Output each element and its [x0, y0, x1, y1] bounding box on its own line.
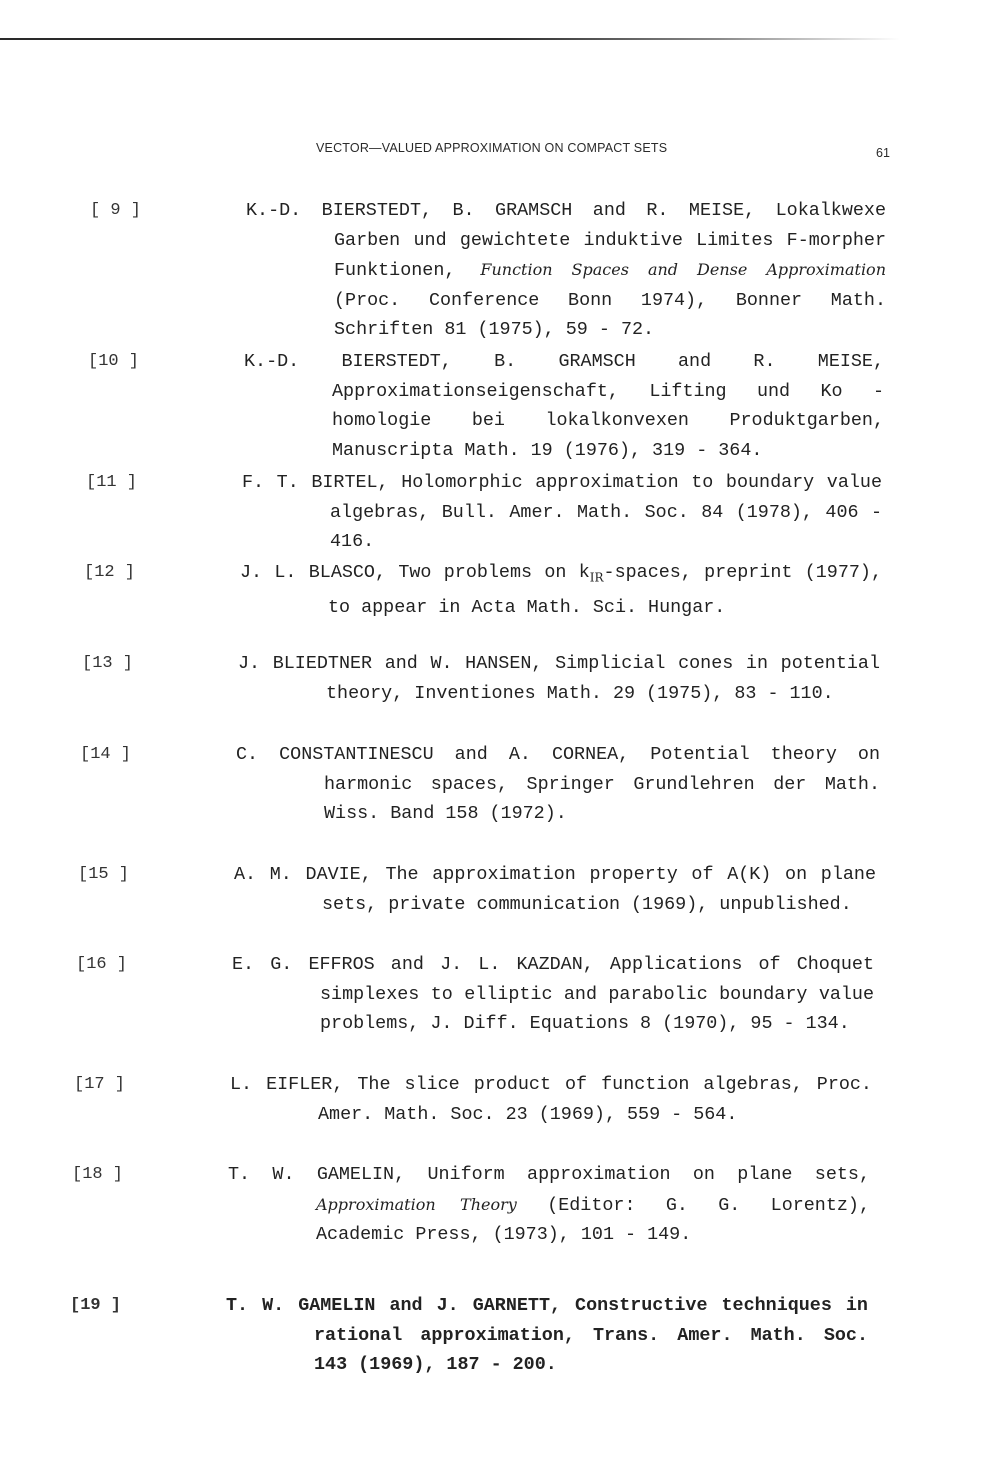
reference-label: [13 ] — [82, 654, 134, 673]
reference-label: [14 ] — [80, 745, 132, 764]
top-rule — [0, 38, 900, 40]
reference-body — [230, 1070, 872, 1129]
reference-label: [17 ] — [74, 1075, 126, 1094]
page-number: 61 — [876, 146, 890, 160]
reference-text: Potential theory on harmonic spaces, Springer Grundlehren der Math. Wiss. Band 158 (1972). — [324, 744, 880, 825]
reference-authors: E. G. EFFROS and J. L. KAZDAN, — [232, 954, 594, 975]
reference-authors: F. T. BIRTEL, — [242, 472, 389, 493]
reference-text: Lokalkwexe Garben und gewichtete induktive Limites F-morpher Funktionen, — [334, 200, 886, 282]
reference-authors: L. EIFLER, — [230, 1074, 344, 1095]
reference-label: [11 ] — [86, 473, 138, 492]
reference-authors: J. BLIEDTNER and W. HANSEN, — [238, 653, 543, 674]
reference-11 — [86, 468, 882, 557]
reference-text: The approximation property of A(K) on plane sets, private communication (1969), unpublished. — [322, 864, 876, 915]
reference-body — [238, 649, 880, 708]
reference-body — [226, 1291, 868, 1380]
reference-body — [242, 468, 882, 557]
reference-label: [15 ] — [78, 865, 130, 884]
reference-text: Approximationseigenschaft, Lifting und Ko - homologie bei lokalkonvexen Produktgarben, Manuscripta Math. 19 (1976), 319 - 364. — [332, 380, 884, 461]
reference-body — [240, 558, 882, 623]
reference-body — [232, 950, 874, 1039]
reference-text: Constructive techniques in rational approximation, Trans. Amer. Math. Soc. 143 (1969), 187 - 200. — [314, 1295, 868, 1376]
reference-text: Uniform approximation on plane sets, — [427, 1164, 870, 1185]
reference-label: [16 ] — [76, 955, 128, 974]
reference-label: [12 ] — [84, 563, 136, 582]
reference-19 — [70, 1291, 868, 1380]
reference-label: [19 ] — [70, 1296, 122, 1315]
reference-title: Function Spaces and Dense Approximation — [480, 260, 886, 280]
reference-9 — [90, 196, 886, 345]
reference-label: [18 ] — [72, 1165, 124, 1184]
reference-authors: T. W. GAMELIN and J. GARNETT, — [226, 1295, 562, 1316]
running-head: VECTOR—VALUED APPROXIMATION ON COMPACT SETS — [316, 141, 668, 155]
reference-text: Two problems on k — [398, 562, 590, 583]
reference-body — [246, 196, 886, 345]
reference-authors: J. L. BLASCO, — [240, 562, 387, 583]
reference-text: Applications of Choquet simplexes to elliptic and parabolic boundary value problems, J. Diff. Equations 8 (1970), 95 - 134. — [320, 954, 874, 1035]
reference-text: -spaces, preprint (1977), to appear in Acta Math. Sci. Hungar. — [328, 562, 882, 619]
reference-15 — [78, 860, 876, 919]
reference-18 — [72, 1160, 870, 1250]
reference-body — [244, 347, 884, 465]
reference-subscript: IR — [589, 570, 604, 585]
reference-12 — [84, 558, 882, 623]
reference-title: Approximation Theory — [316, 1194, 517, 1214]
reference-text: (Editor: G. G. Lorentz), Academic Press, (1973), 101 - 149. — [316, 1194, 870, 1246]
reference-authors: T. W. GAMELIN, — [228, 1164, 406, 1185]
reference-label: [10 ] — [88, 352, 140, 371]
reference-16 — [76, 950, 874, 1039]
reference-17 — [74, 1070, 872, 1129]
reference-text: Holomorphic approximation to boundary value algebras, Bull. Amer. Math. Soc. 84 (1978), 406 - 416. — [330, 472, 882, 553]
reference-body — [234, 860, 876, 919]
reference-14 — [80, 740, 880, 829]
reference-text: The slice product of function algebras, Proc. Amer. Math. Soc. 23 (1969), 559 - 564. — [318, 1074, 872, 1125]
reference-authors: K.-D. BIERSTEDT, B. GRAMSCH and R. MEISE, — [244, 351, 884, 372]
reference-authors: A. M. DAVIE, — [234, 864, 372, 885]
reference-body — [236, 740, 880, 829]
reference-13 — [82, 649, 880, 708]
reference-10 — [88, 347, 884, 465]
reference-authors: C. CONSTANTINESCU and A. CORNEA, — [236, 744, 630, 765]
reference-body — [228, 1160, 870, 1250]
reference-text: (Proc. Conference Bonn 1974), Bonner Math. Schriften 81 (1975), 59 - 72. — [334, 289, 886, 341]
reference-text: Simplicial cones in potential theory, Inventiones Math. 29 (1975), 83 - 110. — [326, 653, 880, 704]
reference-label: [ 9 ] — [90, 201, 142, 220]
reference-authors: K.-D. BIERSTEDT, B. GRAMSCH and R. MEISE, — [246, 200, 756, 221]
